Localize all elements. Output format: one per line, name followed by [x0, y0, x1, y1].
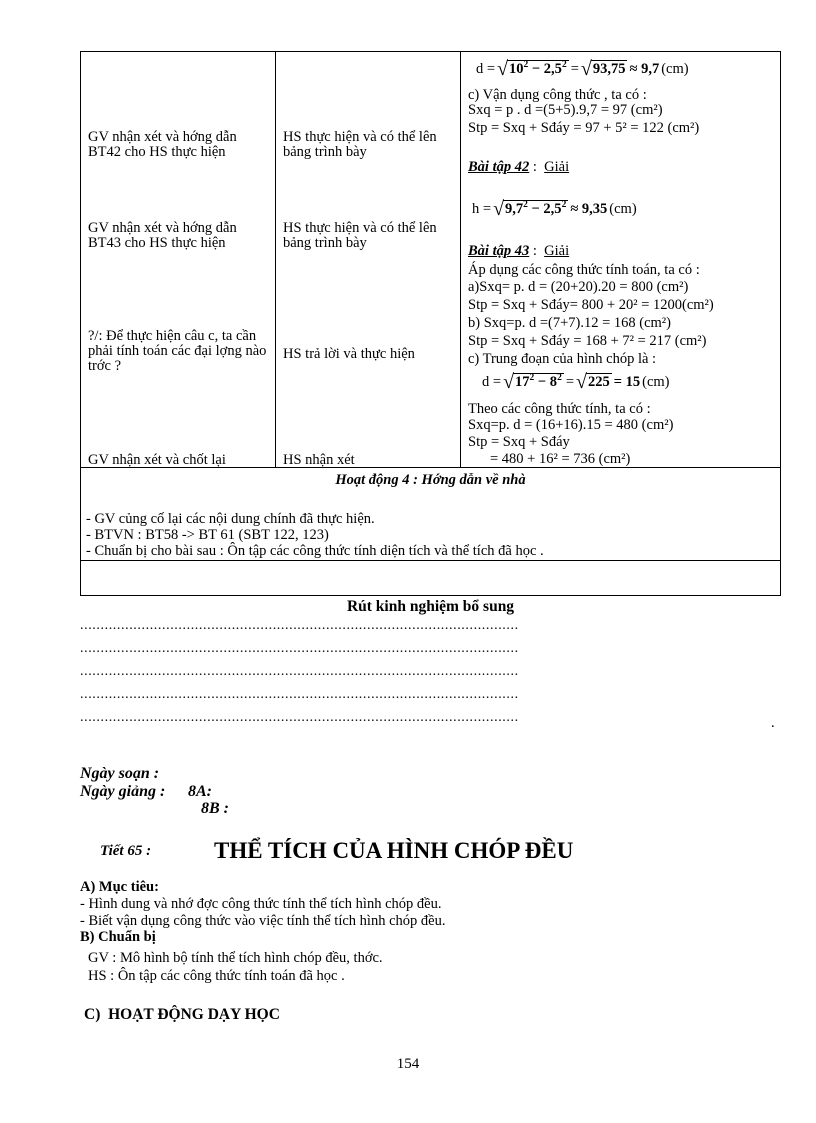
ngay-soan: Ngày soạn :: [80, 765, 160, 782]
c-title: c) Vận dụng công thức , ta có :: [468, 87, 647, 103]
page-number: 154: [396, 1056, 420, 1072]
notes-final-dot: .: [771, 715, 775, 731]
notes-dotted-line: ...........................................................................................................: [80, 641, 519, 656]
teacher-cell-bt42: GV nhận xét và hớng dẫn BT42 cho HS thực hiện: [88, 129, 237, 160]
stp-line-3: Stp = Sxq + Sđáy: [468, 434, 570, 450]
table-border-bottom: [80, 595, 781, 596]
class-8a: 8A:: [188, 783, 212, 800]
student-cell-comment: HS nhận xét: [283, 452, 355, 468]
section-b-heading: B) Chuẩn bị: [80, 929, 156, 945]
formula-d2: d = √ $17^2 - 8^2$ = √ 225 = 15 (cm): [482, 371, 670, 393]
student-cell-answer: HS trả lời và thực hiện: [283, 346, 415, 362]
col-divider-1: [275, 51, 276, 468]
bt42-title: Bài tập 42: [468, 159, 530, 175]
teacher-cell-conclusion: GV nhận xét và chốt lại: [88, 452, 226, 468]
table-border-right: [780, 51, 781, 596]
table-border-left: [80, 51, 81, 596]
objective-2: - Biết vận dụng công thức vào việc tính thể tích hình chóp đều.: [80, 913, 446, 929]
section-a-heading: A) Mục tiêu:: [80, 879, 159, 895]
col-divider-2: [460, 51, 461, 468]
bt43-sep: :: [529, 243, 545, 259]
theo-cong-thuc: Theo các công thức tính, ta có :: [468, 401, 651, 417]
part-a-stp: Stp = Sxq + Sđáy= 800 + 20² = 1200(cm²): [468, 297, 714, 313]
rut-kinh-nghiem-title: Rút kinh nghiệm bổ sung: [346, 598, 515, 615]
apply-formulas: Áp dụng các công thức tính toán, ta có :: [468, 262, 700, 278]
class-8b: 8B :: [201, 800, 229, 817]
lesson-title: THỂ TÍCH CỦA HÌNH CHÓP ĐỀU: [214, 838, 574, 863]
stp-line-3-result: = 480 + 16² = 736 (cm²): [490, 451, 631, 467]
student-cell-bt42: HS thực hiện và có thể lên bảng trình bày: [283, 129, 437, 160]
ngay-giang: Ngày giảng :: [80, 783, 166, 800]
activity-4-title: Hoạt động 4 : Hớng dẫn về nhà: [335, 472, 526, 488]
row-divider-empty: [80, 560, 781, 561]
formula-d-slant-height: d = √ $10^2 - 2,5^2$ = √ 93,75 ≈ 9,7 (cm): [476, 58, 689, 80]
objective-1: - Hình dung và nhớ đợc công thức tính thể tích hình chóp đều.: [80, 896, 442, 912]
formula-h-height: h = √ $9,7^2 - 2,5^2$ ≈ 9,35 (cm): [472, 198, 637, 220]
homework-item-1: - GV củng cố lại các nội dung chính đã thực hiện.: [86, 511, 375, 527]
notes-dotted-line: ...........................................................................................................: [80, 664, 519, 679]
bt43-giai: Giải: [544, 243, 570, 259]
sxq-line: Sxq = p . d =(5+5).9,7 = 97 (cm²): [468, 102, 663, 118]
teacher-cell-question: ?/: Để thực hiện câu c, ta cần phải tính toán các đại lợng nào trớc ?: [88, 328, 267, 374]
student-cell-bt43: HS thực hiện và có thể lên bảng trình bày: [283, 220, 437, 251]
bt43-title: Bài tập 43: [468, 243, 530, 259]
prep-teacher: GV : Mô hình bộ tính thể tích hình chóp đều, thớc.: [88, 950, 383, 966]
table-border-top: [80, 51, 781, 52]
notes-dotted-line: ...........................................................................................................: [80, 618, 519, 633]
stp-line: Stp = Sxq + Sđáy = 97 + 5² = 122 (cm²): [468, 120, 700, 136]
notes-dotted-line: ...........................................................................................................: [80, 687, 519, 702]
sxq-line-3: Sxq=p. d = (16+16).15 = 480 (cm²): [468, 417, 674, 433]
homework-item-2: - BTVN : BT58 -> BT 61 (SBT 122, 123): [86, 527, 329, 543]
part-b-stp: Stp = Sxq + Sđáy = 168 + 7² = 217 (cm²): [468, 333, 707, 349]
lesson-number: Tiết 65 :: [100, 843, 152, 859]
bt43-heading: [468, 243, 569, 259]
part-b-sxq: b) Sxq=p. d =(7+7).12 = 168 (cm²): [468, 315, 671, 331]
section-c-heading: C) HOẠT ĐỘNG DẠY HỌC: [84, 1006, 280, 1023]
part-a-sxq: a)Sxq= p. d = (20+20).20 = 800 (cm²): [468, 279, 689, 295]
prep-student: HS : Ôn tập các công thức tính toán đã học .: [88, 968, 345, 984]
teacher-cell-bt43: GV nhận xét và hớng dẫn BT43 cho HS thực hiện: [88, 220, 237, 251]
bt42-giai: Giải: [544, 159, 570, 175]
bt42-heading: [468, 159, 569, 175]
bt42-sep: :: [529, 159, 545, 175]
homework-item-3: - Chuẩn bị cho bài sau : Ôn tập các công thức tính diện tích và thể tích đã học .: [86, 543, 544, 559]
notes-dotted-line: ...........................................................................................................: [80, 710, 519, 725]
part-c-title: c) Trung đoạn của hình chóp là :: [468, 351, 657, 367]
